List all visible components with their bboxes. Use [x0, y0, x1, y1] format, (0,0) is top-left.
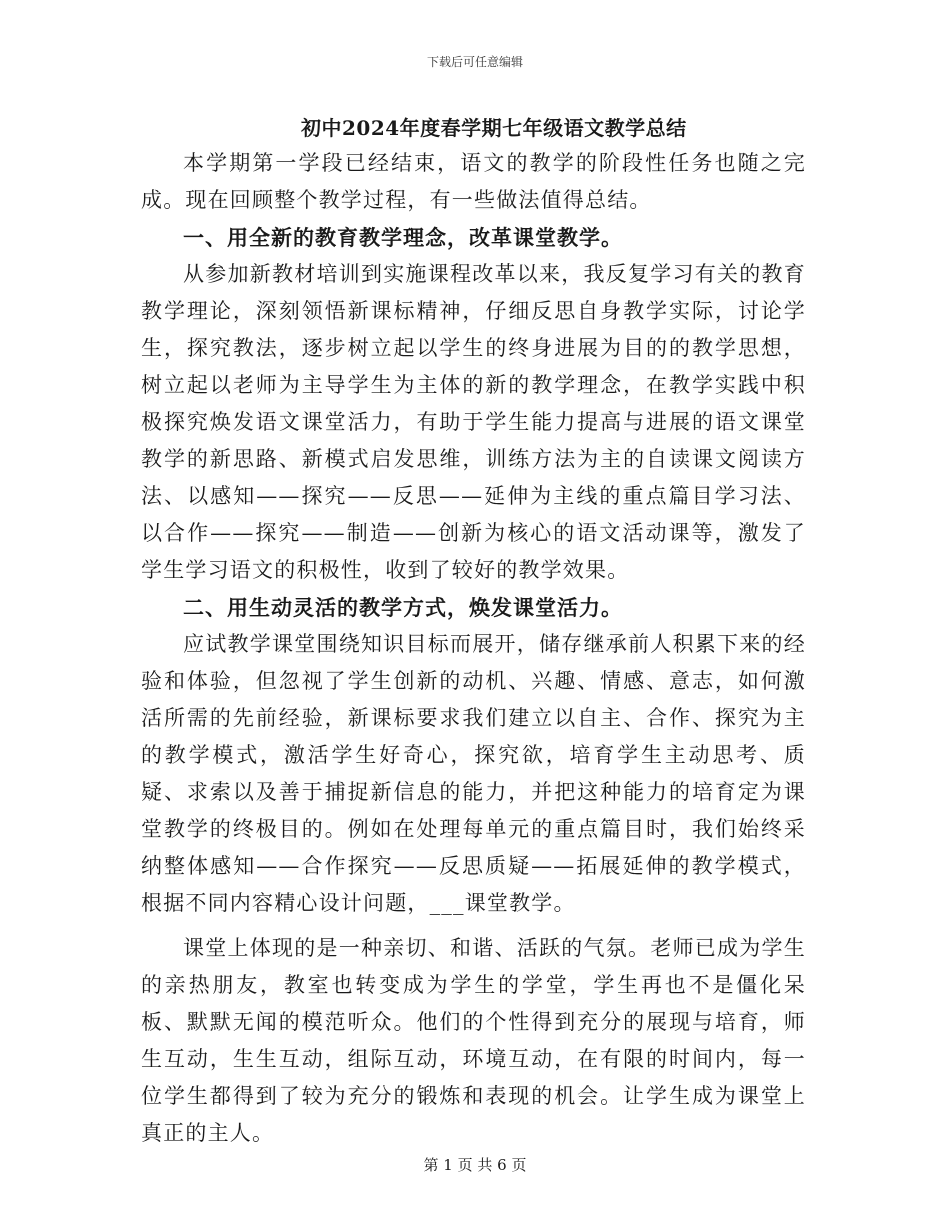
section-2-paragraph-2: 课堂上体现的是一种亲切、和谐、活跃的气氛。老师已成为学生的亲热朋友，教室也转变成为学生的学堂，学生再也不是僵化呆板、默默无闻的模范听众。他们的个性得到充分的展现与培育，师生互动，生生互动，组际互动，环境互动，在有限的时间内，每一位学生都得到了较为充分的锻炼和表现的机会。让学生成为课堂上真正的主人。: [141, 936, 806, 1145]
document-title: 初中2024年度春学期七年级语文教学总结: [301, 116, 687, 140]
section-1-paragraph: 从参加新教材培训到实施课程改革以来，我反复学习有关的教育教学理论，深刻领悟新课标精神，仔细反思自身教学实际，讨论学生，探究教法，逐步树立起以学生的终身进展为目的的教学思想，树立起以老师为主导学生为主体的新的教学理念，在教学实践中积极探究焕发语文课堂活力，有助于学生能力提高与进展的语文课堂教学的新思路、新模式启发思维，训练方法为主的自读课文阅读方法、以感知——探究——反思——延伸为主线的重点篇目学习法、以合作——探究——制造——创新为核心的语文活动课等，激发了学生学习语文的积极性，收到了较好的教学效果。: [141, 262, 806, 582]
document-body: [141, 112, 806, 1152]
page-number: 第 1 页 共 6 页: [423, 1156, 527, 1174]
intro-paragraph: 本学期第一学段已经结束，语文的教学的阶段性任务也随之完成。现在回顾整个教学过程，有一些做法值得总结。: [141, 151, 806, 212]
paragraph-gap: [141, 922, 806, 930]
section-2-paragraph-1: 应试教学课堂围绕知识目标而展开，储存继承前人积累下来的经验和体验，但忽视了学生创新的动机、兴趣、情感、意志，如何激活所需的先前经验，新课标要求我们建立以自主、合作、探究为主的教学模式，激活学生好奇心，探究欲，培育学生主动思考、质疑、求索以及善于捕捉新信息的能力，并把这种能力的培育定为课堂教学的终极目的。例如在处理每单元的重点篇目时，我们始终采纳整体感知——合作探究——反思质疑——拓展延伸的教学模式，根据不同内容精心设计问题，___课堂教学。: [141, 632, 806, 915]
section-2-heading: 二、用生动灵活的教学方式，焕发课堂活力。: [183, 595, 623, 620]
section-1-heading: 一、用全新的教育教学理念，改革课堂教学。: [183, 225, 623, 250]
header-note: 下载后可任意编辑: [426, 55, 523, 69]
